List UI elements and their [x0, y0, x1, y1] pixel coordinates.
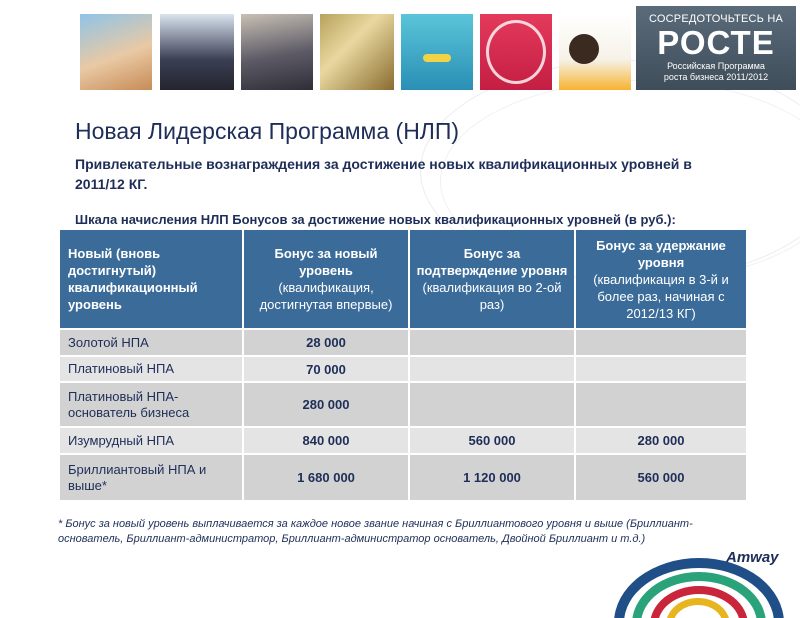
retain-bonus-cell: 280 000	[576, 428, 746, 453]
retain-bonus-cell	[576, 383, 746, 426]
header-level: Новый (вновь достигнутый) квалификационный уровень	[60, 230, 242, 328]
level-cell: Бриллиантовый НПА и выше*	[60, 455, 242, 500]
new-bonus-cell: 280 000	[244, 383, 408, 426]
confirm-bonus-cell	[410, 330, 574, 355]
footnote: * Бонус за новый уровень выплачивается за каждое новое звание начиная с Бриллиантового уровня и выше (Бриллиант-основатель, Бриллиант-администратор, Бриллиант-администратор основатель, Двойной Бриллиант и т.д.)	[58, 518, 693, 545]
photo-woman-relaxing	[559, 14, 631, 90]
header-new-bonus: Бонус за новый уровень (квалификация, достигнутая впервые)	[244, 230, 408, 328]
photo-beach-family	[80, 14, 152, 90]
photo-business-people	[241, 14, 313, 90]
confirm-bonus-cell: 560 000	[410, 428, 574, 453]
growth-program-badge	[636, 6, 796, 90]
level-cell: Платиновый НПА-основатель бизнеса	[60, 383, 242, 426]
photo-money	[320, 14, 394, 90]
table-caption: Шкала начисления НЛП Бонусов за достижение новых квалификационных уровней (в руб.):	[75, 212, 676, 227]
level-cell: Золотой НПА	[60, 330, 242, 355]
new-bonus-cell: 70 000	[244, 357, 408, 381]
page-title: Новая Лидерская Программа (НЛП)	[75, 118, 460, 144]
photo-snorkeling	[401, 14, 473, 90]
level-cell: Изумрудный НПА	[60, 428, 242, 453]
badge-line3: роста бизнеса 2011/2012	[663, 72, 769, 82]
retain-bonus-cell	[576, 330, 746, 355]
page-subtitle: Привлекательные вознаграждения за достижение новых квалификационных уровней в 2011/12 КГ.	[75, 156, 692, 192]
table-row	[60, 357, 746, 381]
bonus-table	[58, 228, 748, 502]
table-row	[60, 330, 746, 355]
confirm-bonus-cell: 1 120 000	[410, 455, 574, 500]
photo-business-team	[160, 14, 234, 90]
retain-bonus-cell	[576, 357, 746, 381]
header-retain-bonus: Бонус за удержание уровня (квалификация в 3-й и более раз, начиная с 2012/13 КГ)	[576, 230, 746, 328]
badge-line1: СОСРЕДОТОЧЬТЕСЬ НА	[648, 13, 784, 25]
table-header-row	[60, 230, 746, 328]
badge-line2: Российская Программа	[667, 61, 765, 71]
retain-bonus-cell: 560 000	[576, 455, 746, 500]
new-bonus-cell: 840 000	[244, 428, 408, 453]
photo-red-graphic	[480, 14, 552, 90]
header-confirm-bonus: Бонус за подтверждение уровня (квалификация во 2-ой раз)	[410, 230, 574, 328]
amway-logo: Amway	[726, 549, 779, 566]
table-row	[60, 455, 746, 500]
new-bonus-cell: 1 680 000	[244, 455, 408, 500]
confirm-bonus-cell	[410, 357, 574, 381]
table-row	[60, 428, 746, 453]
new-bonus-cell: 28 000	[244, 330, 408, 355]
badge-big: РОСТЕ	[657, 24, 775, 61]
level-cell: Платиновый НПА	[60, 357, 242, 381]
table-row	[60, 383, 746, 426]
confirm-bonus-cell	[410, 383, 574, 426]
